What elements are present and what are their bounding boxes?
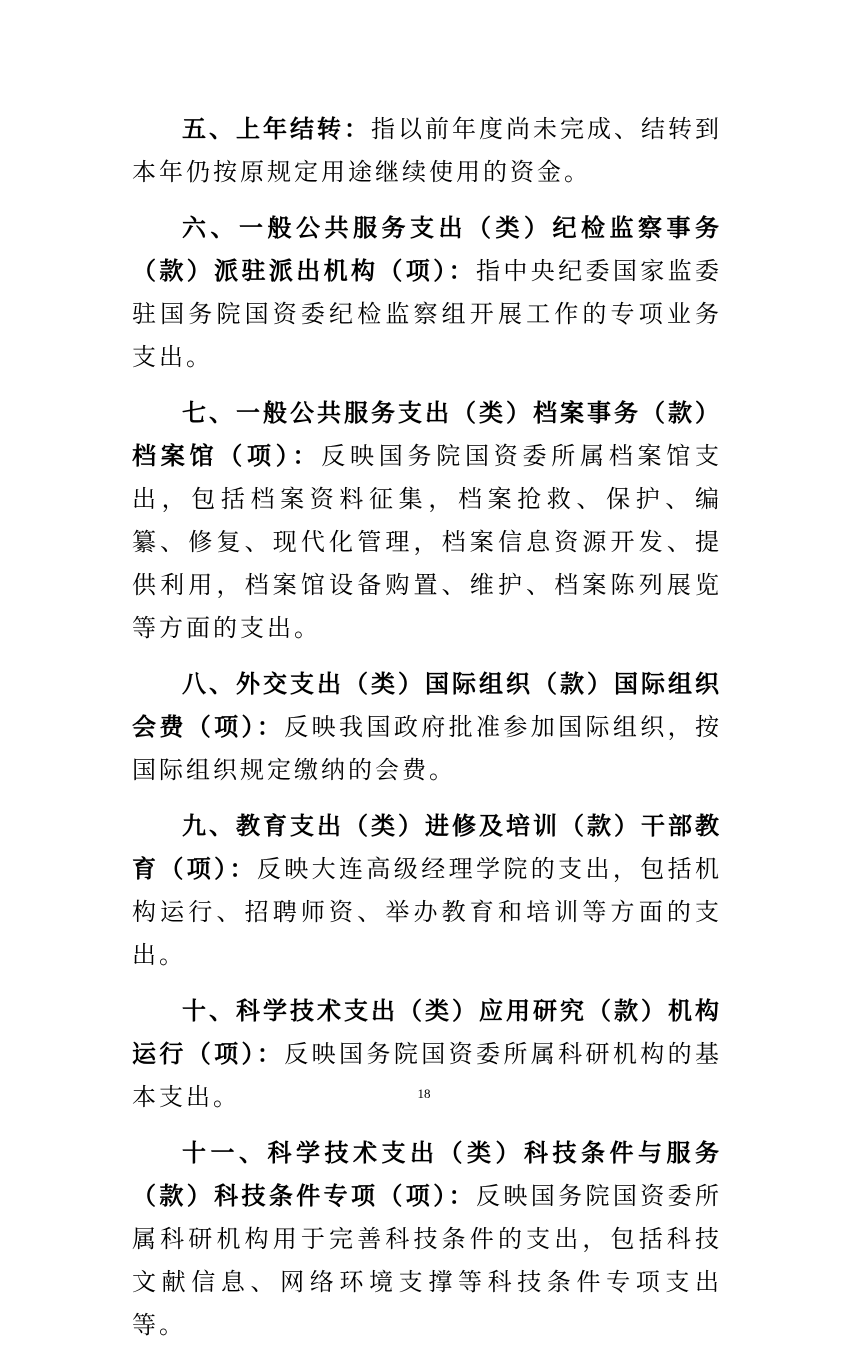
- paragraph-text: 指中央纪委国家监委驻国务院国资委纪检监察组开展工作的专项业务支出。: [132, 257, 723, 371]
- paragraph-heading: 十一、科学技术支出（类）科技条件与服务（款）科技条件专项（项）：: [132, 1139, 722, 1210]
- page-number: 18: [417, 1086, 431, 1101]
- paragraph-2: [132, 207, 722, 379]
- paragraph-4: [132, 663, 722, 792]
- paragraph-heading: 五、上年结转：: [182, 115, 371, 143]
- paragraph-text: 反映国务院国资委所属科研机构的基本支出。: [132, 1040, 723, 1111]
- paragraph-text: 反映国务院国资委所属科研机构用于完善科技条件的支出，包括科技文献信息、网络环境支撑等科技条件专项支出等。: [132, 1182, 723, 1339]
- paragraph-7: [132, 1132, 722, 1347]
- paragraph-heading: 七、一般公共服务支出（类）档案事务（款）档案馆（项）：: [132, 399, 722, 470]
- paragraph-5: [132, 805, 722, 977]
- paragraph-heading: 八、外交支出（类）国际组织（款）国际组织会费（项）：: [132, 670, 722, 741]
- paragraph-text: 反映大连高级经理学院的支出，包括机构运行、招聘师资、举办教育和培训等方面的支出。: [132, 855, 723, 969]
- paragraph-heading: 九、教育支出（类）进修及培训（款）干部教育（项）：: [132, 812, 722, 883]
- document-body: [132, 108, 722, 1360]
- paragraph-3: [132, 392, 722, 650]
- paragraph-1: [132, 108, 722, 194]
- paragraph-text: 反映我国政府批准参加国际组织，按国际组织规定缴纳的会费。: [132, 713, 723, 784]
- paragraph-text: 指以前年度尚未完成、结转到本年仍按原规定用途继续使用的资金。: [132, 115, 722, 186]
- paragraph-heading: 十、科学技术支出（类）应用研究（款）机构运行（项）：: [132, 997, 722, 1068]
- paragraph-heading: 六、一般公共服务支出（类）纪检监察事务（款）派驻派出机构（项）：: [132, 214, 722, 285]
- paragraph-text: 反映国务院国资委所属档案馆支出，包括档案资料征集，档案抢救、保护、编纂、修复、现代化管理，档案信息资源开发、提供利用，档案馆设备购置、维护、档案陈列展览等方面的支出。: [132, 442, 722, 642]
